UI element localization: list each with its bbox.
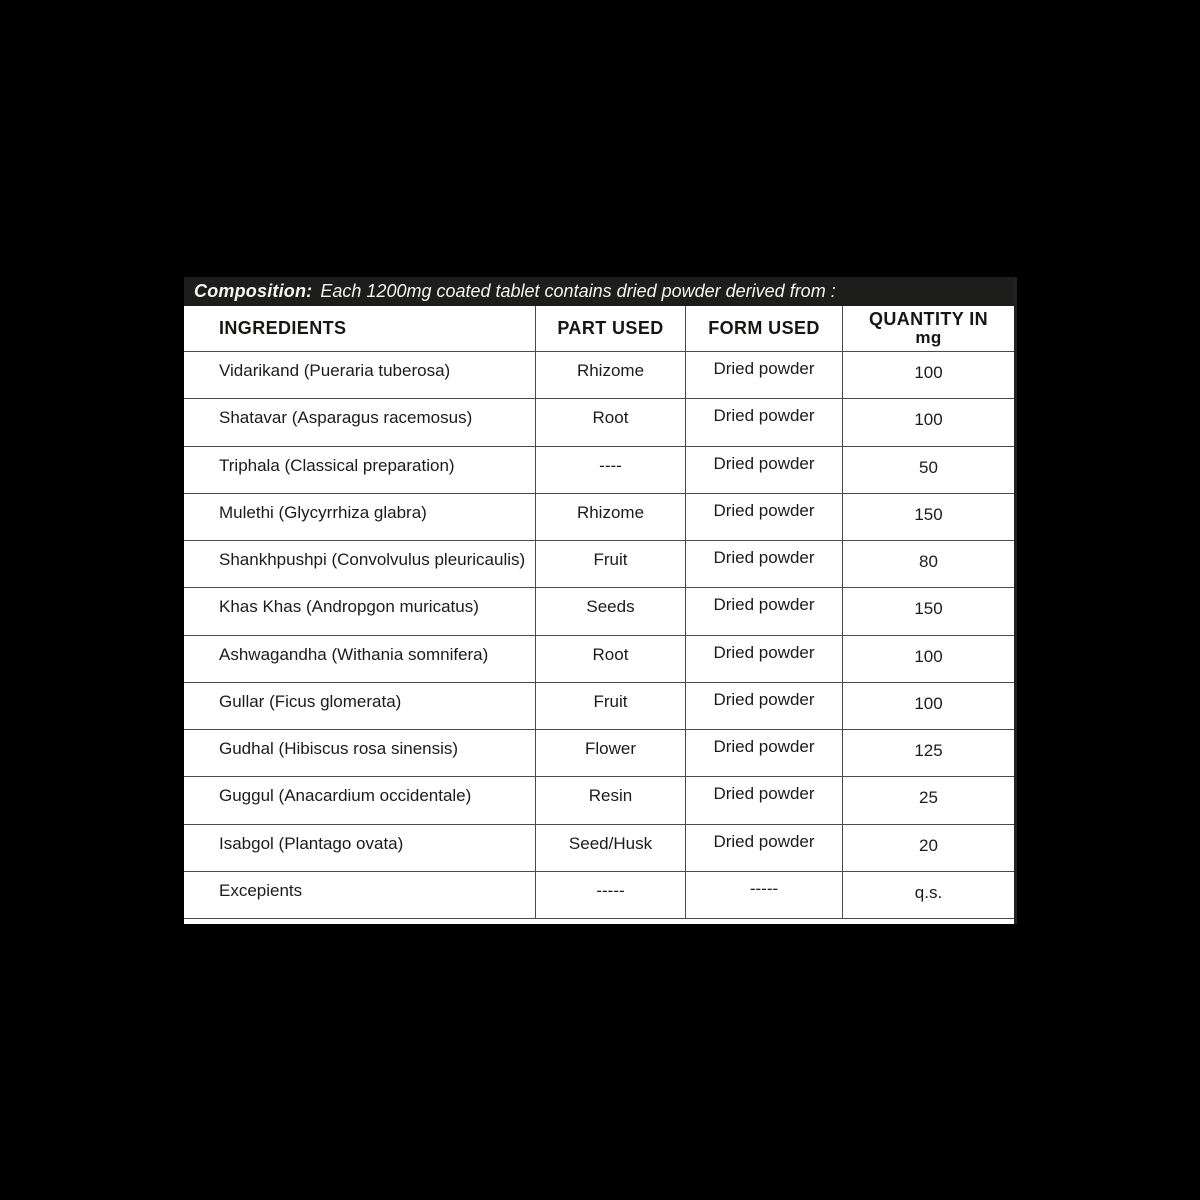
table-row (184, 588, 1014, 635)
part-used-cell: Root (535, 636, 685, 682)
quantity-cell: 25 (842, 777, 1014, 823)
part-used-cell: Root (535, 399, 685, 445)
quantity-header-line1: QUANTITY IN (868, 309, 989, 330)
part-used-cell: Fruit (535, 683, 685, 729)
ingredient-cell: Guggul (Anacardium occidentale) (219, 786, 472, 806)
part-used-cell: Flower (535, 730, 685, 776)
form-used-cell: Dried powder (685, 636, 842, 682)
table-row (184, 541, 1014, 588)
part-used-cell: Rhizome (535, 352, 685, 398)
table-row (184, 872, 1014, 919)
composition-table (184, 277, 1017, 924)
ingredient-cell: Vidarikand (Pueraria tuberosa) (219, 361, 451, 380)
quantity-cell: 50 (842, 447, 1014, 493)
form-used-cell: Dried powder (685, 730, 842, 776)
quantity-cell: 100 (842, 399, 1014, 445)
table-row (184, 399, 1014, 446)
quantity-cell: 150 (842, 588, 1014, 634)
form-used-cell: Dried powder (685, 825, 842, 871)
column-header-part-used: PART USED (535, 306, 685, 351)
ingredient-cell: Mulethi (Glycyrrhiza glabra) (219, 502, 427, 522)
composition-title-label: Composition: (194, 281, 313, 301)
table-row (184, 730, 1014, 777)
form-used-cell: Dried powder (685, 683, 842, 729)
form-used-cell: Dried powder (685, 588, 842, 634)
column-header-ingredients: INGREDIENTS (219, 318, 347, 338)
table-row (184, 352, 1014, 399)
table-row (184, 494, 1014, 541)
quantity-cell: 80 (842, 541, 1014, 587)
quantity-cell: 100 (842, 683, 1014, 729)
form-used-cell: Dried powder (685, 352, 842, 398)
form-used-cell: Dried powder (685, 494, 842, 540)
ingredient-cell: Excepients (219, 880, 303, 900)
part-used-cell: Resin (535, 777, 685, 823)
ingredient-cell: Ashwagandha (Withania somnifera) (219, 644, 489, 664)
ingredient-cell: Shatavar (Asparagus racemosus) (219, 408, 473, 428)
ingredient-cell: Khas Khas (Andropgon muricatus) (219, 597, 479, 617)
quantity-cell: 150 (842, 494, 1014, 540)
part-used-cell: Seed/Husk (535, 825, 685, 871)
part-used-cell: Fruit (535, 541, 685, 587)
table-row (184, 777, 1014, 824)
table-row (184, 447, 1014, 494)
quantity-cell: 20 (842, 825, 1014, 871)
form-used-cell: Dried powder (685, 541, 842, 587)
form-used-cell: Dried powder (685, 447, 842, 493)
part-used-cell: Rhizome (535, 494, 685, 540)
column-header-form-used: FORM USED (685, 306, 842, 351)
ingredient-cell: Gudhal (Hibiscus rosa sinensis) (219, 739, 459, 758)
quantity-cell: 100 (842, 636, 1014, 682)
table-row (184, 825, 1014, 872)
quantity-cell: 125 (842, 730, 1014, 776)
table-row (184, 636, 1014, 683)
ingredient-cell: Gullar (Ficus glomerata) (219, 691, 402, 711)
form-used-cell: Dried powder (685, 777, 842, 823)
part-used-cell: ---- (535, 447, 685, 493)
table-row (184, 683, 1014, 730)
table-header-row (184, 306, 1014, 352)
quantity-cell: q.s. (842, 872, 1014, 918)
column-header-quantity (842, 306, 1014, 351)
form-used-cell: Dried powder (685, 399, 842, 445)
ingredient-cell: Triphala (Classical preparation) (219, 455, 455, 475)
quantity-cell: 100 (842, 352, 1014, 398)
composition-title-text: Each 1200mg coated tablet contains dried powder derived from : (320, 281, 836, 301)
ingredient-cell: Isabgol (Plantago ovata) (219, 833, 404, 853)
composition-title-bar (184, 277, 1014, 306)
part-used-cell: ----- (535, 872, 685, 918)
ingredient-cell: Shankhpushpi (Convolvulus pleuricaulis) (219, 550, 526, 569)
part-used-cell: Seeds (535, 588, 685, 634)
quantity-header-line2: mg (915, 328, 942, 348)
form-used-cell: ----- (685, 872, 842, 918)
